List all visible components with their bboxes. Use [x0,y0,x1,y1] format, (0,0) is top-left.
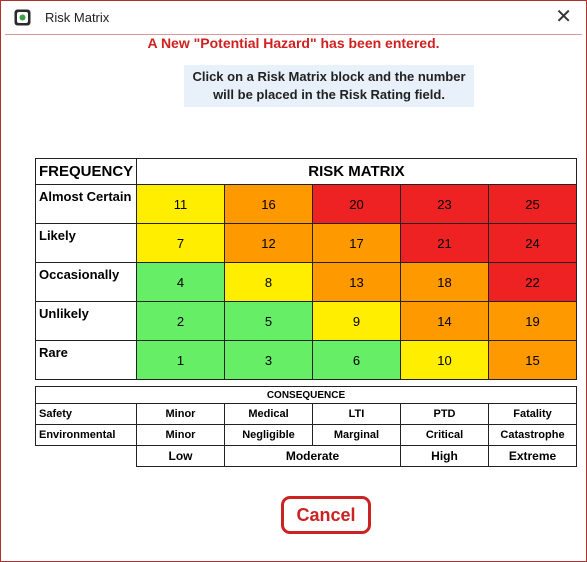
risk-matrix-header: RISK MATRIX [137,159,577,185]
safety-value: Medical [225,404,313,425]
risk-cell[interactable]: 25 [489,185,577,224]
consequence-table [35,386,577,467]
risk-matrix-table [35,158,577,380]
frequency-label: Rare [36,341,137,380]
window-title: Risk Matrix [45,10,110,25]
legend-moderate: Moderate [225,446,401,467]
risk-cell[interactable]: 18 [401,263,489,302]
environmental-value: Catastrophe [489,425,577,446]
risk-cell[interactable]: 17 [313,224,401,263]
risk-cell[interactable]: 5 [225,302,313,341]
risk-cell[interactable]: 14 [401,302,489,341]
risk-cell[interactable]: 11 [137,185,225,224]
instructions-panel [184,65,474,107]
title-bar [1,1,586,34]
risk-cell[interactable]: 12 [225,224,313,263]
risk-cell[interactable]: 22 [489,263,577,302]
risk-cell[interactable]: 3 [225,341,313,380]
environmental-value: Minor [137,425,225,446]
frequency-label: Unlikely [36,302,137,341]
risk-cell[interactable]: 15 [489,341,577,380]
safety-label: Safety [36,404,137,425]
consequence-header: CONSEQUENCE [36,387,577,404]
safety-value: PTD [401,404,489,425]
risk-cell[interactable]: 9 [313,302,401,341]
matrix-row [36,263,577,302]
risk-cell[interactable]: 10 [401,341,489,380]
risk-cell[interactable]: 13 [313,263,401,302]
risk-cell[interactable]: 8 [225,263,313,302]
legend-spacer [36,446,137,467]
environmental-row [36,425,577,446]
legend-extreme: Extreme [489,446,577,467]
frequency-label: Likely [36,224,137,263]
safety-value: Fatality [489,404,577,425]
frequency-label: Occasionally [36,263,137,302]
legend-low: Low [137,446,225,467]
cancel-button[interactable]: Cancel [281,496,371,534]
risk-cell[interactable]: 2 [137,302,225,341]
risk-level-legend [36,446,577,467]
matrix-row [36,341,577,380]
environmental-value: Negligible [225,425,313,446]
frequency-label: Almost Certain [36,185,137,224]
safety-value: Minor [137,404,225,425]
matrix-row [36,224,577,263]
matrix-row [36,302,577,341]
safety-value: LTI [313,404,401,425]
environmental-value: Marginal [313,425,401,446]
instructions-line-1: Click on a Risk Matrix block and the number [192,69,466,84]
matrix-row [36,185,577,224]
legend-high: High [401,446,489,467]
environmental-label: Environmental [36,425,137,446]
risk-cell[interactable]: 21 [401,224,489,263]
hazard-alert-message: A New "Potential Hazard" has been entered. [147,35,440,51]
app-icon [14,9,31,26]
risk-cell[interactable]: 19 [489,302,577,341]
environmental-value: Critical [401,425,489,446]
risk-cell[interactable]: 7 [137,224,225,263]
risk-cell[interactable]: 16 [225,185,313,224]
risk-cell[interactable]: 23 [401,185,489,224]
frequency-header: FREQUENCY [36,159,137,185]
close-icon[interactable]: ✕ [555,6,572,28]
risk-cell[interactable]: 4 [137,263,225,302]
risk-cell[interactable]: 6 [313,341,401,380]
risk-cell[interactable]: 20 [313,185,401,224]
safety-row [36,404,577,425]
instructions-line-2: will be placed in the Risk Rating field. [213,87,445,102]
risk-cell[interactable]: 1 [137,341,225,380]
risk-cell[interactable]: 24 [489,224,577,263]
